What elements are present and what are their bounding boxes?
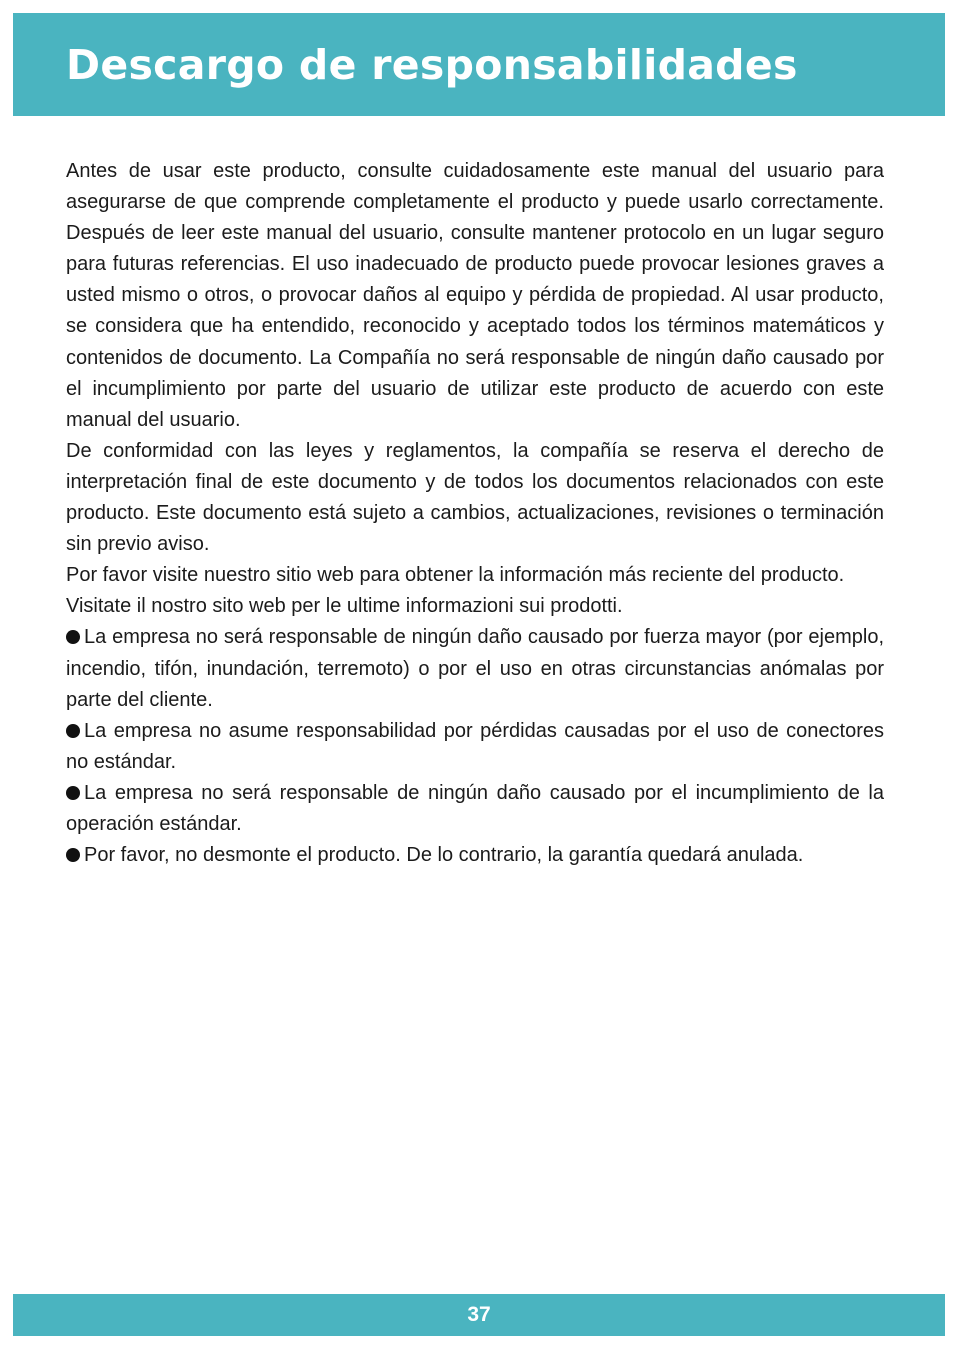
paragraph	[66, 591, 884, 622]
document-body	[66, 156, 884, 871]
bullet-icon	[66, 630, 80, 644]
bullet-text: Por favor, no desmonte el producto. De lo contrario, la garantía quedará anulada.	[84, 844, 804, 867]
paragraph: Por favor visite nuestro sitio web para obtener la información más reciente del producto.	[66, 564, 845, 587]
bullet-text: La empresa no será responsable de ningún daño causado por el incumplimiento de la operación estándar.	[66, 781, 884, 835]
paragraph-text: Visitate il nostro sito web per le ultime informazioni sui prodotti.	[66, 595, 623, 618]
bullet-icon	[66, 848, 80, 862]
page-number: 37	[467, 1303, 491, 1326]
header-band	[13, 13, 945, 116]
paragraph: Antes de usar este producto, consulte cuidadosamente este manual del usuario para asegurarse de que comprende completamente el producto y puede usarlo correctamente. Después de leer este manual del usuario, consulte mantener protocolo en un lugar seguro para futuras referencias. El uso inadecuado de producto puede provocar lesiones graves a usted mismo o otros, o provocar daños al equipo y pérdida de propiedad. Al usar producto, se considera que ha entendido, reconocido y aceptado todos los términos matemáticos y contenidos de documento. La Compañía no será responsable de ningún daño causado por el incumplimiento por parte del usuario de utilizar este producto de acuerdo con este manual del usuario.	[66, 160, 884, 431]
bullet-item	[66, 716, 884, 778]
footer-band	[13, 1294, 945, 1336]
bullet-item	[66, 622, 884, 715]
page-title: Descargo de responsabilidades	[66, 41, 798, 89]
bullet-text: La empresa no asume responsabilidad por pérdidas causadas por el uso de conectores no estándar.	[66, 719, 884, 773]
paragraph: De conformidad con las leyes y reglamentos, la compañía se reserva el derecho de interpretación final de este documento y de todos los documentos relacionados con este producto. Este documento está sujeto a cambios, actualizaciones, revisiones o terminación sin previo aviso.	[66, 439, 884, 556]
bullet-text: La empresa no será responsable de ningún daño causado por fuerza mayor (por ejemplo, incendio, tifón, inundación, terremoto) o por el uso en otras circunstancias anómalas por parte del cliente.	[66, 626, 884, 711]
bullet-item	[66, 840, 884, 871]
bullet-icon	[66, 786, 80, 800]
bullet-icon	[66, 724, 80, 738]
bullet-item	[66, 778, 884, 840]
